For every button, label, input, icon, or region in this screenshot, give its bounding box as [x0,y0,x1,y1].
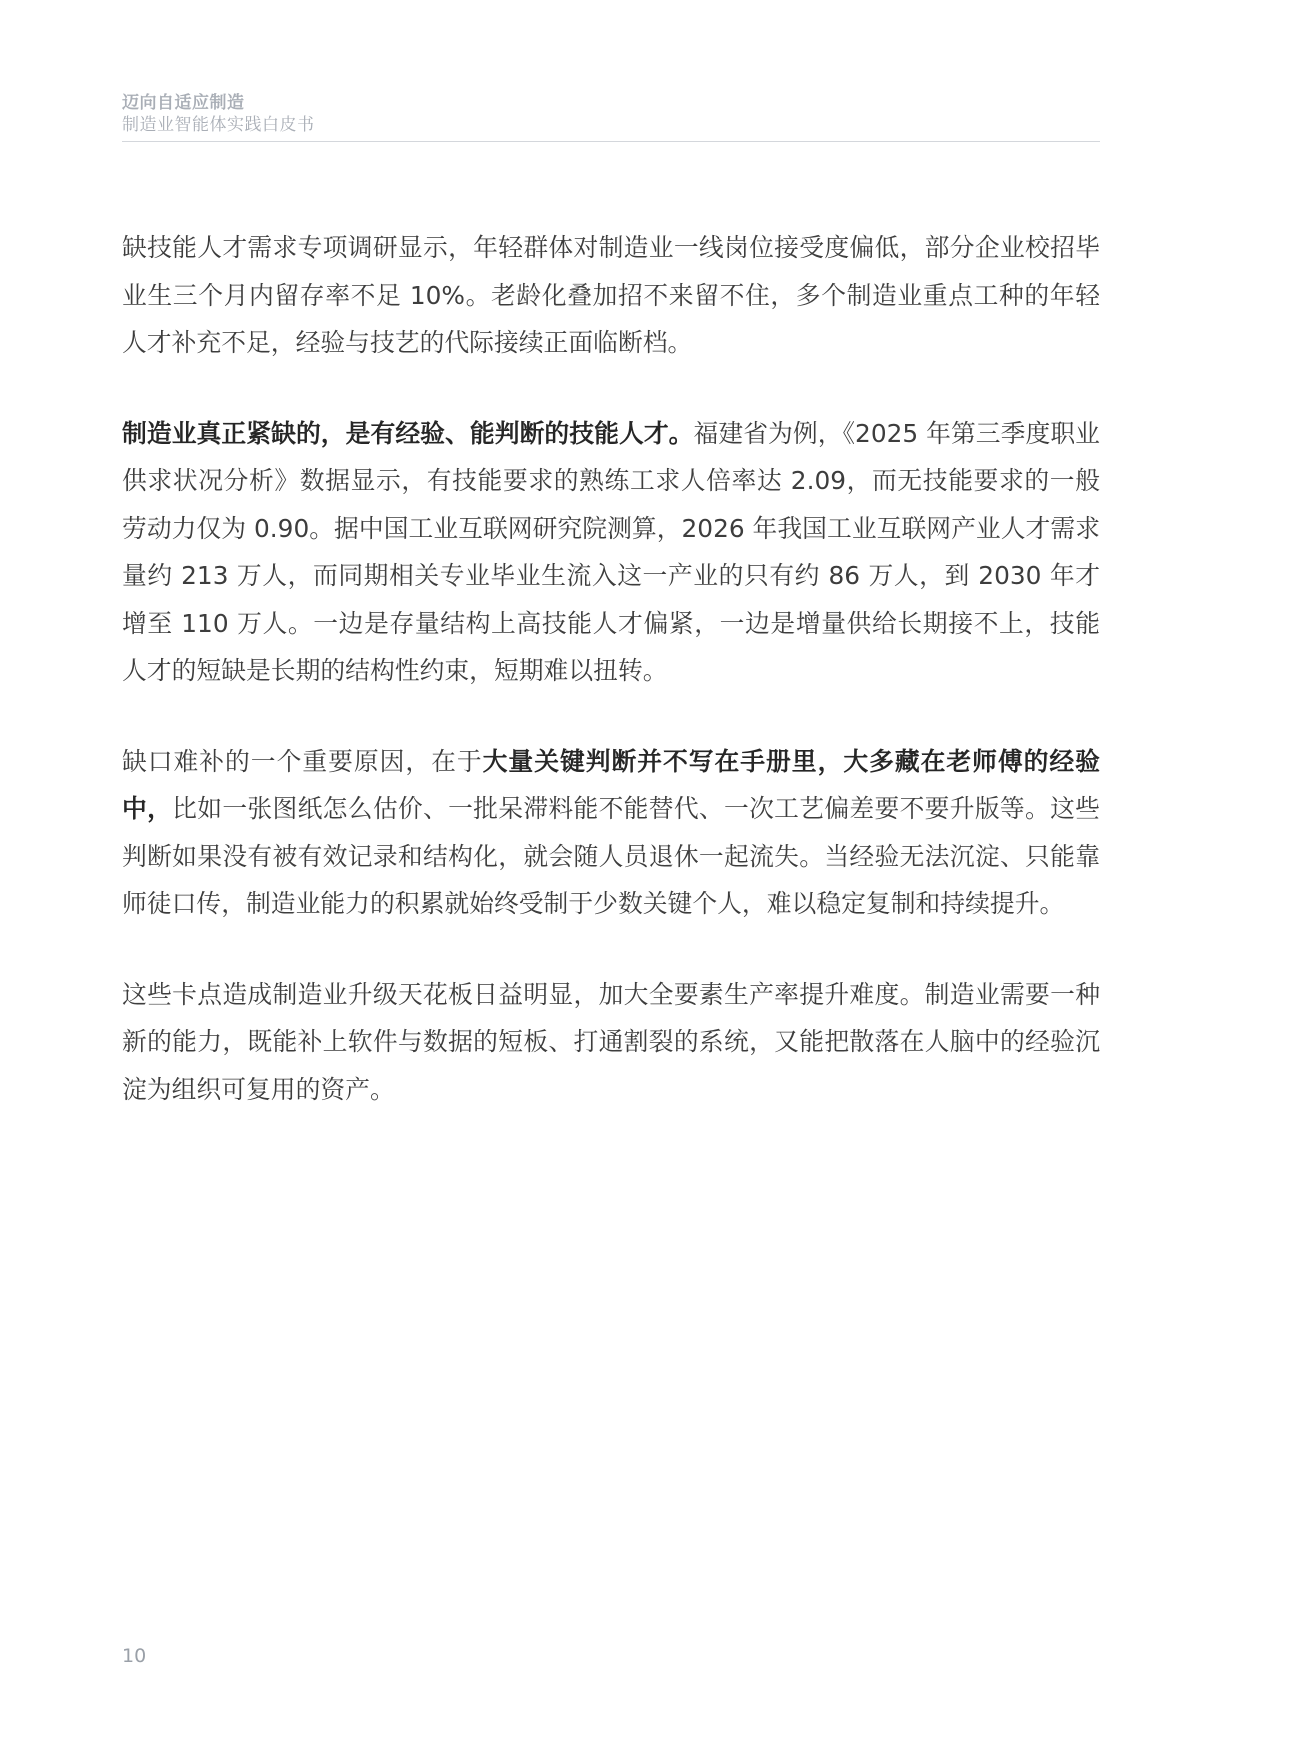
main-content [122,224,1100,1156]
page-header [122,92,1100,136]
paragraph-emphasis: 大量关键判断并不写在手册里，大多藏在老师傅的经验中， [122,746,1100,823]
paragraph-text: 福建省为例，《2025 年第三季度职业供求状况分析》数据显示，有技能要求的熟练工求人倍率达 2.09，而无技能要求的一般劳动力仅为 0.90。据中国工业互联网研究院测算，2026 年我国工业互联网产业人才需求量约 213 万人，而同期相关专业毕业生流入这一产业的只有约 86 万人，到 2030 年才增至 110 万人。一边是存量结构上高技能人才偏紧，一边是增量供给长期接不上，技能人才的短缺是长期的结构性约束，短期难以扭转。 [122,418,1100,685]
paragraph-3 [122,738,1100,928]
header-subtitle: 制造业智能体实践白皮书 [122,115,315,135]
paragraph-emphasis: 制造业真正紧缺的，是有经验、能判断的技能人才。 [122,418,694,448]
paragraph-text: 缺技能人才需求专项调研显示，年轻群体对制造业一线岗位接受度偏低，部分企业校招毕业生三个月内留存率不足 10%。老龄化叠加招不来留不住，多个制造业重点工种的年轻人才补充不足，经验与技艺的代际接续正面临断档。 [122,233,1100,357]
page-number: 10 [122,1645,147,1667]
paragraph-2 [122,410,1100,695]
paragraph-4 [122,971,1100,1114]
paragraph-text: 缺口难补的一个重要原因，在于 [122,746,483,776]
header-divider [122,141,1100,142]
header-title: 迈向自适应制造 [122,93,245,113]
paragraph-text: 这些卡点造成制造业升级天花板日益明显，加大全要素生产率提升难度。制造业需要一种新的能力，既能补上软件与数据的短板、打通割裂的系统，又能把散落在人脑中的经验沉淀为组织可复用的资产。 [122,979,1100,1104]
paragraph-text: 比如一张图纸怎么估价、一批呆滞料能不能替代、一次工艺偏差要不要升版等。这些判断如果没有被有效记录和结构化，就会随人员退休一起流失。当经验无法沉淀、只能靠师徒口传，制造业能力的积累就始终受制于少数关键个人，难以稳定复制和持续提升。 [122,794,1100,918]
paragraph-1 [122,224,1100,367]
